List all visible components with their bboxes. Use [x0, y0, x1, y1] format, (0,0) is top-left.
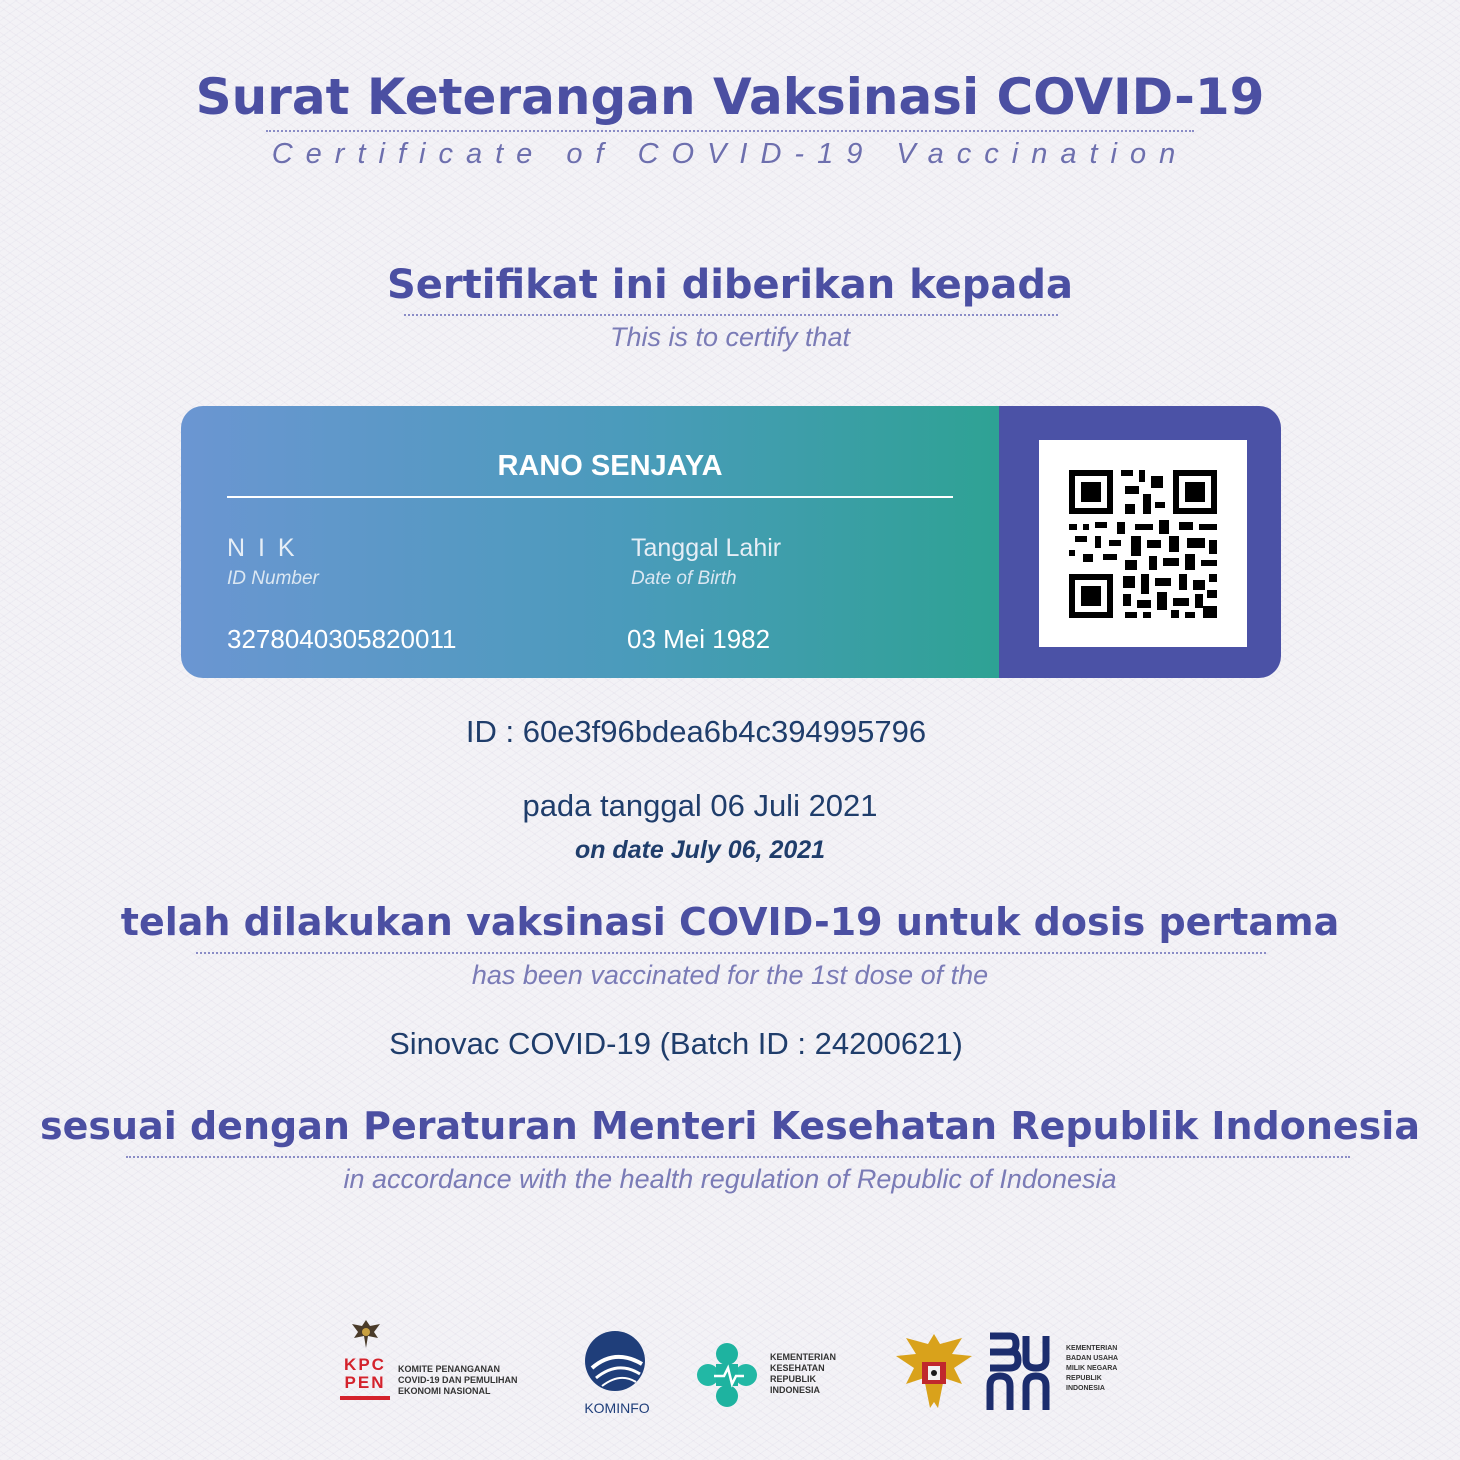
certificate-title: Surat Keterangan Vaksinasi COVID-19: [195, 68, 1265, 126]
qr-code-frame: [1039, 440, 1247, 647]
name-underline: [227, 496, 953, 498]
vaccinated-divider: [196, 952, 1266, 954]
certificate-subtitle: Certificate of COVID-19 Vaccination: [271, 138, 1189, 170]
bumn-text-line5: INDONESIA: [1066, 1385, 1105, 1392]
certify-divider: [404, 314, 1058, 316]
vaccination-date: pada tanggal 06 Juli 2021: [522, 788, 878, 823]
vaccinated-statement: telah dilakukan vaksinasi COVID-19 untuk dosis pertama: [120, 900, 1340, 944]
bumn-text-line3: MILIK NEGARA: [1066, 1365, 1118, 1372]
kemenkes-text-line3: REPUBLIK: [770, 1374, 817, 1384]
kemenkes-logo: [694, 1340, 854, 1420]
certificate-id: ID : 60e3f96bdea6b4c394995796: [465, 714, 927, 749]
bumn-text-line4: REPUBLIK: [1066, 1375, 1102, 1382]
certify-subheading: This is to certify that: [609, 322, 851, 352]
bumn-text-line1: KEMENTERIAN: [1066, 1345, 1118, 1352]
holder-info-panel: [181, 406, 999, 678]
kpcpen-text-line1: KOMITE PENANGANAN: [398, 1364, 501, 1374]
holder-name: RANO SENJAYA: [497, 450, 723, 482]
bumn-mark-icon: [986, 1330, 1056, 1414]
kpcpen-text-line2: COVID-19 DAN PEMULIHAN: [398, 1375, 518, 1385]
kpcpen-logo: [340, 1316, 540, 1416]
regulation-divider: [126, 1156, 1350, 1158]
kpcpen-mark-line1: KPC: [344, 1355, 386, 1374]
nik-label-en: ID Number: [227, 568, 319, 589]
kemenkes-cross-icon: [694, 1340, 760, 1410]
kpcpen-text-line3: EKONOMI NASIONAL: [398, 1386, 491, 1396]
kpcpen-mark-line2: PEN: [344, 1373, 386, 1392]
garuda-pancasila-logo: [892, 1328, 982, 1418]
dob-label: Tanggal Lahir: [631, 534, 782, 562]
dob-label-en: Date of Birth: [631, 568, 737, 589]
bumn-logo: [986, 1330, 1126, 1420]
regulation-statement-en: in accordance with the health regulation of Republic of Indonesia: [343, 1164, 1117, 1194]
kemenkes-text: [770, 1352, 860, 1396]
holder-card: [181, 406, 1281, 678]
title-divider: [266, 130, 1194, 132]
kominfo-label: KOMINFO: [584, 1400, 650, 1416]
nik-value: 3278040305820011: [227, 624, 457, 654]
bumn-text-line2: BADAN USAHA: [1066, 1355, 1119, 1362]
kemenkes-text-line1: KEMENTERIAN: [770, 1352, 837, 1362]
kemenkes-text-line4: INDONESIA: [770, 1385, 821, 1395]
dob-value: 03 Mei 1982: [627, 624, 771, 654]
footer-logos: [0, 1310, 1460, 1430]
vaccination-date-en: on date July 06, 2021: [574, 836, 826, 864]
qr-panel: [999, 406, 1281, 678]
kpcpen-text: [398, 1364, 538, 1397]
kominfo-logo: [572, 1324, 662, 1424]
vaccinated-statement-en: has been vaccinated for the 1st dose of the: [471, 960, 989, 990]
bumn-text: [1066, 1344, 1136, 1394]
garuda-icon: [892, 1328, 976, 1414]
garuda-small-icon: [348, 1316, 384, 1352]
kominfo-globe-icon: [582, 1328, 648, 1394]
kemenkes-text-line2: KESEHATAN: [770, 1363, 825, 1373]
regulation-statement: sesuai dengan Peraturan Menteri Kesehatan Republik Indonesia: [40, 1104, 1420, 1148]
vaccine-info: Sinovac COVID-19 (Batch ID : 24200621): [389, 1026, 963, 1061]
kpcpen-underline: [340, 1396, 390, 1400]
nik-label: N I K: [227, 534, 298, 562]
qr-code-icon: [1039, 440, 1247, 647]
certify-heading: Sertifikat ini diberikan kepada: [386, 262, 1074, 308]
